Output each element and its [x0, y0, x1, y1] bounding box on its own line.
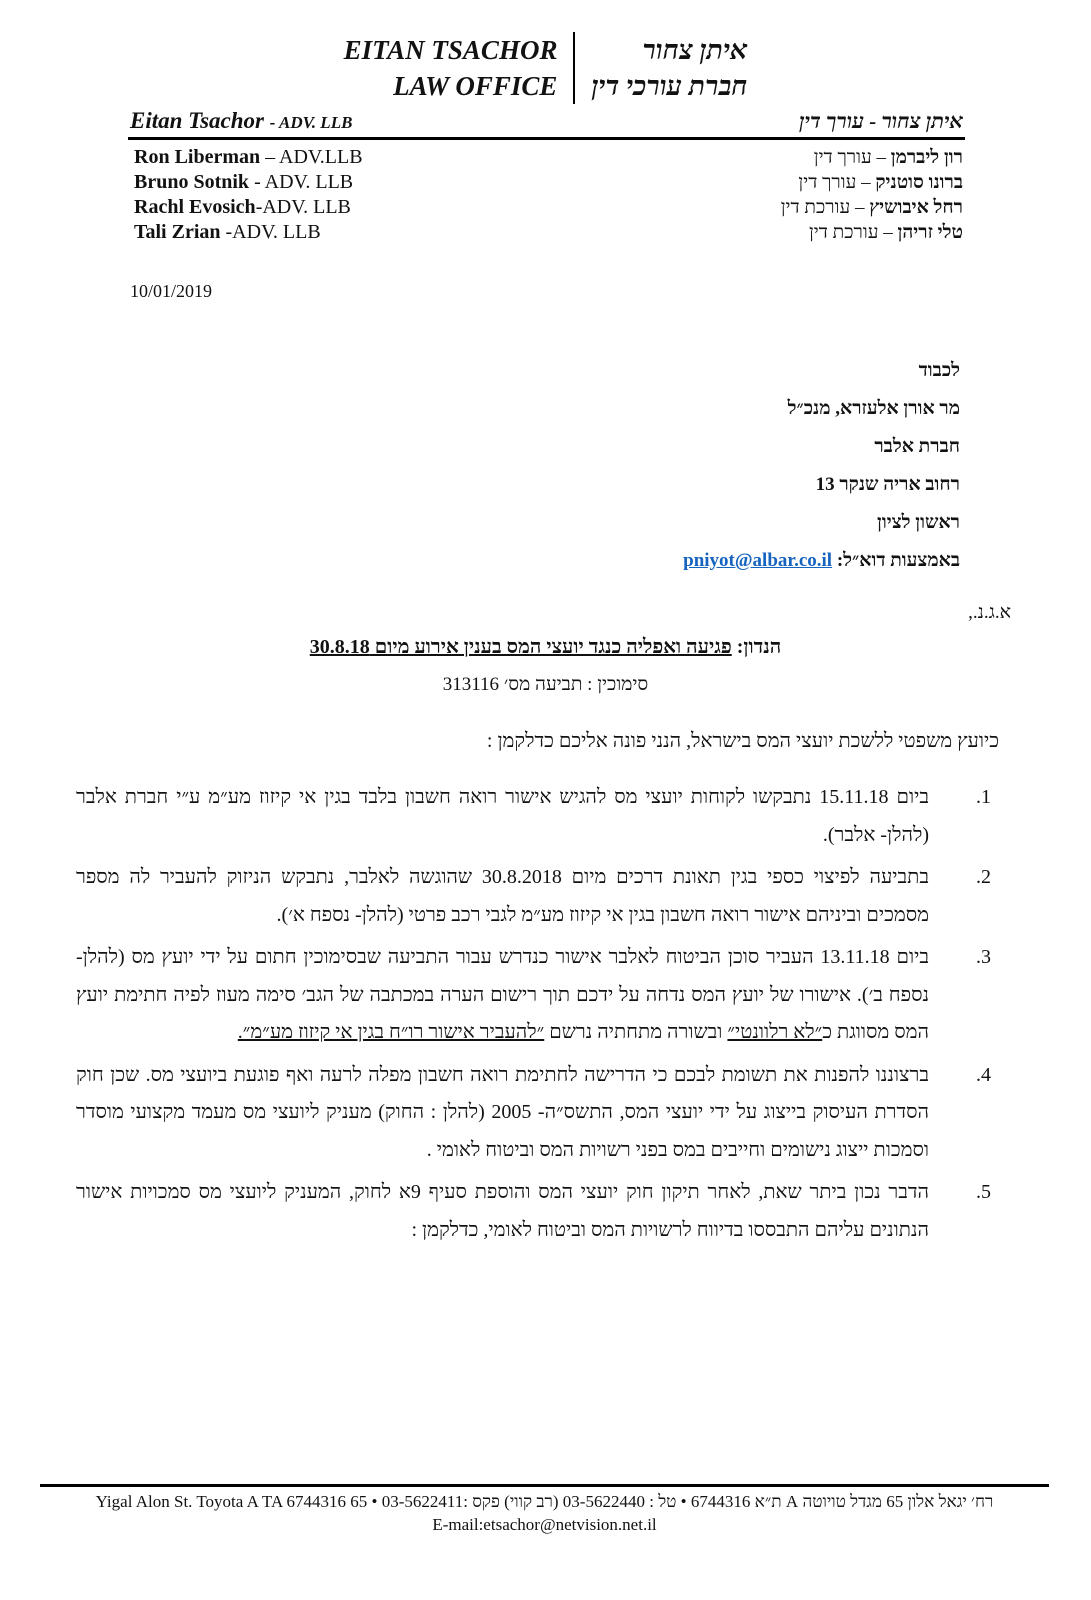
principal-hebrew: איתן צחור - עורך דין — [799, 109, 963, 133]
firm-type-hebrew: חברת עורכי דין — [591, 71, 748, 101]
letter-footer — [40, 1484, 1049, 1535]
item-number: 4. — [976, 1063, 991, 1086]
header-divider — [128, 137, 965, 140]
opening-paragraph: כיועץ משפטי ללשכת יועצי המס בישראל, הנני פונה אליכם כדלקמן : — [486, 730, 999, 752]
lawyer-row: Bruno Sotnik - ADV. LLB ברונו סוטניק – עורך דין — [134, 171, 963, 193]
item-text: ביום 13.11.18 העביר סוכן הביטוח לאלבר אישור כנדרש עבור התביעה שבסימוכין חתום על ידי יועץ מס (להלן- נספח ב׳). אישורו של יועץ המס נדחה על ידכם תוך רישום הערה במכתבה של הגב׳ סימה מעוז לפיה חתימת יועץ המס מסווגת כ״לא רלוונטי״ ובשורה מתחתיה נרשם ״להעביר אישור רו״ח בגין אי קיזוז מע״מ״. — [76, 946, 930, 1043]
recipient-name: מר אורן אלעזרא, מנכ״ל — [787, 398, 960, 419]
item-number: 1. — [976, 786, 991, 808]
principal-english: Eitan Tsachor - ADV. LLB — [130, 108, 353, 133]
firm-logo-english — [344, 32, 558, 104]
list-item — [76, 859, 991, 934]
underlined-phrase: ״להעביר אישור רו״ח בגין אי קיזוז מע״מ״. — [237, 1021, 545, 1043]
footer-email-line: E-mail:etsachor@netvision.net.il — [432, 1515, 657, 1534]
salutation: א.ג.נ., — [968, 602, 1011, 623]
recipient-company: חברת אלבר — [874, 436, 960, 457]
item-number: 3. — [976, 946, 991, 968]
firm-name-hebrew: איתן צחור — [642, 35, 748, 65]
list-item — [76, 939, 991, 1052]
email-label: באמצעות דוא״ל: — [832, 550, 960, 571]
footer-address-line: רח׳ יגאל אלון 65 מגדל טויוטה A ת״א 6744316 • טל : 03-5622440 (רב קווי) פקס :03-5622411 • 65 Yigal Alon St. Toyota A TA 6744316 — [95, 1492, 994, 1511]
firm-name-english: EITAN TSACHOR — [343, 35, 558, 65]
lawyer-row: Ron Liberman – ADV.LLB רון ליברמן – עורך דין — [134, 146, 963, 168]
firm-type-english: LAW OFFICE — [393, 71, 558, 101]
subject-text: פגיעה ואפליה כנגד יועצי המס בענין אירוע מיום 30.8.18 — [309, 636, 732, 658]
list-item — [76, 1174, 991, 1249]
letter-date: 10/01/2019 — [130, 281, 213, 301]
list-item — [76, 779, 991, 854]
recipient-street: רחוב אריה שנקר 13 — [815, 474, 960, 495]
reference-line: סימוכין : תביעה מס׳ 313116 — [442, 674, 649, 695]
item-text: בתביעה לפיצוי כספי בגין תאונת דרכים מיום 30.8.2018 שהוגשה לאלבר, נתבקש הניזוק להעביר לה מספר מסמכים וביניהם אישור רואה חשבון בגין אי קיזוז מע״מ לגבי רכב פרטי (להלן- נספח א׳). — [76, 866, 929, 926]
item-text: ברצוננו להפנות את תשומת לבכם כי הדרישה לחתימת רואה חשבון מפלה לרעה ואף פוגעת ביועצי מס. שכן חוק הסדרת העיסוק בייצוג על ידי יועצי המס, התשס״ה- 2005 (להלן : החוק) מעניק ליועצי מס מעמד מקצועי מוסדר וסמכות ייצוג נישומים וחייבים במס בפני רשויות המס וביטוח לאומי . — [76, 1063, 930, 1161]
recipient-email-line — [0, 542, 960, 580]
firm-logo — [0, 0, 1091, 104]
lawyer-row: Rachl Evosich-ADV. LLB רחל איבושיץ – עורכת דין — [134, 196, 963, 218]
item-number: 2. — [976, 866, 991, 888]
lawyer-row: Tali Zrian -ADV. LLB טלי זריהן – עורכת דין — [134, 221, 963, 243]
recipient-email-link[interactable]: pniyot@albar.co.il — [683, 550, 833, 571]
recipient-honorific: לכבוד — [918, 360, 960, 381]
underlined-phrase: ״לא רלוונטי״ — [727, 1021, 823, 1043]
subject-line — [0, 636, 1091, 659]
item-number: 5. — [976, 1181, 991, 1203]
item-text: ביום 15.11.18 נתבקשו לקוחות יועצי מס להגיש אישור רואה חשבון בלבד בגין אי קיזוז מע״מ ע״י חברת אלבר (להלן- אלבר). — [76, 786, 929, 846]
recipient-block — [0, 352, 960, 580]
lawyer-list — [134, 145, 963, 245]
logo-divider — [573, 32, 575, 104]
list-item — [76, 1057, 991, 1170]
item-text: הדבר נכון ביתר שאת, לאחר תיקון חוק יועצי המס והוספת סעיף 9א לחוק, המעניק ליועצי מס סמכויות אישור הנתונים עליהם התבססו בדיווח לרשויות המס וביטוח לאומי, כדלקמן : — [76, 1181, 930, 1241]
principal-row — [130, 108, 963, 134]
subject-label: הנדון: — [731, 636, 782, 658]
firm-logo-hebrew — [591, 32, 747, 104]
numbered-list — [76, 779, 991, 1249]
recipient-city: ראשון לציון — [877, 512, 960, 533]
